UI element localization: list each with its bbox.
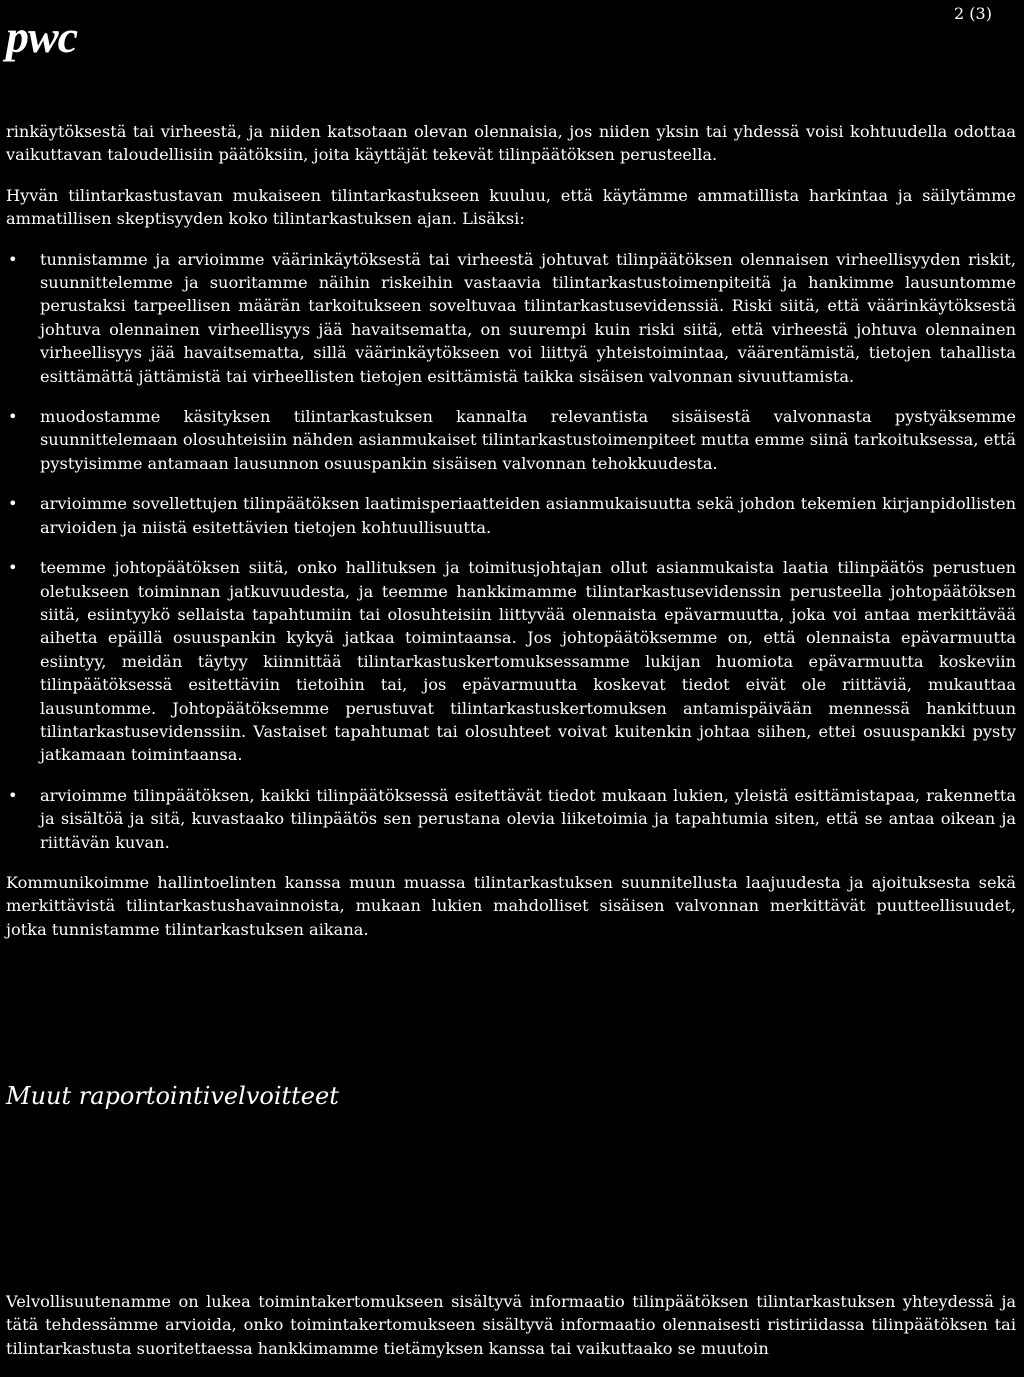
- list-item-text: teemme johtopäätöksen siitä, onko hallituksen ja toimitusjohtajan ollut asianmukaista laatia tilinpäätös perustuen oletukseen toiminnan jatkuvuudesta, ja teemme hankkimamme tilintarkastusevidenssin perusteella johtopäätöksen siitä, esiintyykö sellaista tapahtumiin tai olosuhteisiin liittyvää olennaista epävarmuutta, joka voi antaa merkittävää aihetta epäillä osuuspankin kykyä jatkaa toimintaansa. Jos johtopäätöksemme on, että olennaista epävarmuutta esiintyy, meidän täytyy kiinnittää tilintarkastuskertomuksessamme lukijan huomiota epävarmuutta koskeviin tilinpäätöksessä esitettäviin tietoihin tai, jos epävarmuutta koskevat tiedot eivät ole riittäviä, mukauttaa lausuntomme. Johtopäätöksemme perustuvat tilintarkastuskertomuksen antamispäivään mennessä hankittuun tilintarkastusevidenssiin. Vastaiset tapahtumat tai olosuhteet voivat kuitenkin johtaa siihen, ettei osuuspankki pysty jatkamaan toimintaansa.: [40, 558, 1016, 765]
- bullet-icon: •: [8, 785, 18, 805]
- bullet-icon: •: [8, 249, 18, 269]
- list-item: [6, 784, 1016, 854]
- intro-paragraph: rinkäytöksestä tai virheestä, ja niiden katsotaan olevan olennaisia, jos niiden yksin tai yhdessä voisi kohtuudella odottaa vaikuttavan taloudellisiin päätöksiin, joita käyttäjät tekevät tilinpäätöksen perusteella.: [6, 122, 1016, 165]
- communication-paragraph: Kommunikoimme hallintoelinten kanssa muun muassa tilintarkastuksen suunnitellusta laajuudesta ja ajoituksesta sekä merkittävistä tilintarkastushavainnoista, mukaan lukien mahdolliset sisäisen valvonnan merkittävät puutteellisuudet, jotka tunnistamme tilintarkastuksen aikana.: [6, 872, 1016, 939]
- list-item-text: tunnistamme ja arvioimme väärinkäytöksestä tai virheestä johtuvat tilinpäätöksen olennaisen virheellisyyden riskit, suunnittelemme ja suoritamme näihin riskeihin vastaavia tilintarkastustoimenpiteitä ja hankimme lausuntomme perustaksi tarpeellisen määrän tarkoitukseen soveltuvaa tilintarkastusevidenssiä. Riski siitä, että väärinkäytöksestä johtuva olennainen virheellisyys jää havaitsematta, on suurempi kuin riski siitä, että virheestä johtuva olennainen virheellisyys jää havaitsematta, sillä väärinkäytökseen voi liittyä yhteistoimintaa, väärentämistä, tietojen tahallista esittämättä jättämistä tai virheellisten tietojen esittämistä taikka sisäisen valvonnan sivuuttamista.: [40, 249, 1016, 386]
- pwc-logo: pwc: [6, 11, 78, 62]
- list-item-text: arvioimme sovellettujen tilinpäätöksen laatimisperiaatteiden asianmukaisuutta sekä johdon tekemien kirjanpidollisten arvioiden ja niistä esitettävien tietojen kohtuullisuutta.: [40, 494, 1016, 537]
- bullet-icon: •: [8, 407, 18, 427]
- section-heading: Muut raportointivelvoitteet: [6, 1082, 339, 1110]
- bullet-icon: •: [8, 494, 18, 514]
- list-item: [6, 405, 1016, 475]
- closing-paragraph: Velvollisuutenamme on lukea toimintakertomukseen sisältyvä informaatio tilinpäätöksen tilintarkastuksen yhteydessä ja tätä tehdessämme arvioida, onko toimintakertomukseen sisältyvä informaatio olennaisesti ristiriidassa tilinpäätöksen tai tilintarkastusta suoritettaessa hankkimamme tietämyksen kanssa tai vaikuttaako se muutoin: [6, 1292, 1016, 1358]
- other-reporting-section: [6, 1290, 1016, 1377]
- audit-procedures-list: [6, 248, 1016, 854]
- list-item: [6, 248, 1016, 388]
- list-item-text: muodostamme käsityksen tilintarkastuksen kannalta relevantista sisäisestä valvonnasta pystyäksemme suunnittelemaan olosuhteisiin nähden asianmukaiset tilintarkastustoimenpiteet mutta emme siinä tarkoituksessa, että pystyisimme antamaan lausunnon osuuspankin sisäisen valvonnan tehokkuudesta.: [40, 407, 1016, 473]
- audit-responsibilities-section: [6, 120, 1016, 958]
- bullet-icon: •: [8, 558, 18, 578]
- page-number: 2 (3): [954, 4, 992, 23]
- list-item-text: arvioimme tilinpäätöksen, kaikki tilinpäätöksessä esitettävät tiedot mukaan lukien, yleistä esittämistapaa, rakennetta ja sisältöä ja sitä, kuvastaako tilinpäätös sen perustana olevia liiketoimia ja tapahtumia siten, että se antaa oikean ja riittävän kuvan.: [40, 785, 1016, 852]
- intro-paragraph: Hyvän tilintarkastustavan mukaiseen tilintarkastukseen kuuluu, että käytämme ammatillista harkintaa ja säilytämme ammatillisen skeptisyyden koko tilintarkastuksen ajan. Lisäksi:: [6, 185, 1016, 229]
- list-item: [6, 556, 1016, 767]
- list-item: [6, 492, 1016, 539]
